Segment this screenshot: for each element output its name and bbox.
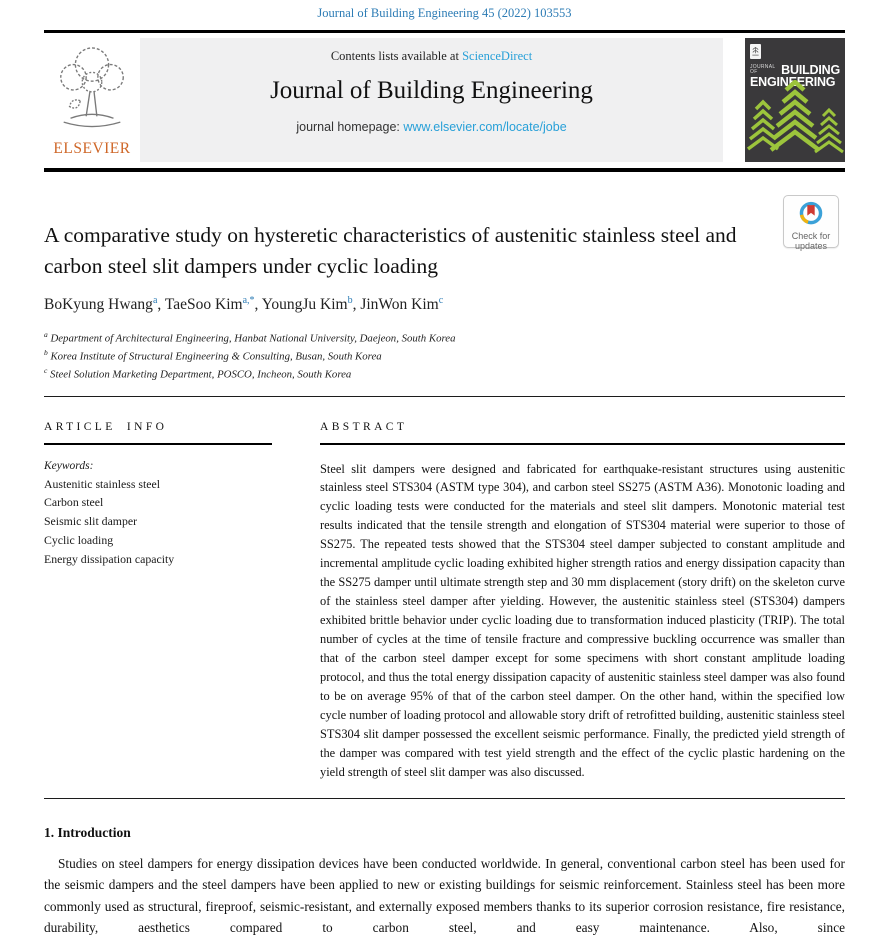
author-name: JinWon Kim <box>360 296 439 313</box>
cover-title-line1: BUILDING <box>781 62 840 77</box>
affiliation-text: Korea Institute of Structural Engineering & Consulting, Busan, South Korea <box>50 350 382 363</box>
badge-label <box>792 231 831 252</box>
abstract-text: Steel slit dampers were designed and fabricated for earthquake-resistant structures using austenitic stainless steel STS304 (ASTM type 304), and carbon steel SS275 (ASTM A36). Monotonic loading and cyclic loading tests were conducted for the materials and steel slit dampers. Monotonic material test results indicated that the tensile strength and elongation of STS304 material were superior to those of SS275. The repeated tests showed that the STS304 steel damper subjected to constant amplitude and incremental amplitude cyclic loading exhibited higher strength ratios and energy dissipation capacity than the SS275 damper until ultimate strength step and 30 mm displacement (story drift) on the skeleton curve of the stainless steel damper after yielding. However, the austenitic stainless steel (STS304) dampers exhibited brittle behavior under cyclic loading due to transformation induced plasticity (TRIP). The total number of cycles at the time of tensile fracture and compressive buckling occurrence was smaller than that of the carbon steel damper except for some specimens with short constant amplitude loading protocol, and thus the total energy dissipation capacity of austenitic stainless steel damper was also found to be on average 95% of that of the carbon steel damper. On the other hand, within the specified low cycle number of loading protocol and allowable story drift of retrofitted building, austenitic stainless steel STS304 slit damper possessed the excellent seismic performance. Finally, the predicted yield strength of the damper was compared with test yield strength and the effect of the cyclic plastic hardening on the yield strength of steel slit damper was also discussed. <box>320 461 845 779</box>
author-sep: , <box>157 296 165 313</box>
homepage-link[interactable]: www.elsevier.com/locate/jobe <box>403 119 567 134</box>
author-name: YoungJu Kim <box>261 296 348 313</box>
author <box>44 296 165 313</box>
author <box>165 296 262 313</box>
contents-prefix: Contents lists available at <box>330 48 459 63</box>
elsevier-wordmark: ELSEVIER <box>53 139 131 157</box>
abstract-heading: ABSTRACT <box>320 421 408 433</box>
homepage-prefix: journal homepage: <box>296 119 400 134</box>
elsevier-logo <box>44 38 140 162</box>
cover-journal-of: JOURNAL OF <box>750 64 776 75</box>
affiliation-text: Steel Solution Marketing Department, POSCO, Incheon, South Korea <box>50 368 352 381</box>
banner-journal-title: Journal of Building Engineering <box>270 76 593 104</box>
paper-title: A comparative study on hysteretic characteristics of austenitic stainless steel and carbon steel slit dampers under cyclic loading <box>44 222 737 278</box>
cover-mini-logo-icon <box>750 44 761 59</box>
article-info-column <box>44 421 272 782</box>
contents-line <box>140 49 723 64</box>
top-rule <box>44 30 845 33</box>
title-row <box>44 195 845 282</box>
author-sep: , <box>254 296 262 313</box>
article-info-rule <box>44 443 272 445</box>
author-sup: b <box>347 294 353 306</box>
journal-banner <box>140 38 723 162</box>
introduction-paragraph: Studies on steel dampers for energy dissipation devices have been conducted worldwide. In general, conventional carbon steel has been used for the seismic dampers and the steel dampers have been applied to new or existing buildings for seismic reinforcement. Stainless steel has been more commonly used as structural, fireproof, seismic-resistant, and externally exposed members thanks to its superior corrosion resistance, fire resistance, durability, aesthetics compared to carbon steel, and easy maintenance. Also, since <box>44 855 845 935</box>
affiliation-sup: b <box>44 348 48 357</box>
keyword-item: Cyclic loading <box>44 533 114 548</box>
info-abstract-section <box>44 421 845 782</box>
abstract-bottom-rule <box>44 798 845 799</box>
author-name: BoKyung Hwang <box>44 296 153 313</box>
author-sep: , <box>352 296 361 313</box>
journal-citation: Journal of Building Engineering 45 (2022) 103553 <box>317 6 572 20</box>
journal-header <box>44 38 845 162</box>
author-sup: c <box>438 294 444 306</box>
abstract-column <box>320 421 845 782</box>
affiliation-text: Department of Architectural Engineering, Hanbat National University, Daejeon, South Korea <box>50 332 456 345</box>
keyword-item: Carbon steel <box>44 495 104 510</box>
keyword-item: Seismic slit damper <box>44 514 138 529</box>
keywords-label: Keywords: <box>44 459 94 472</box>
cover-title-line2: ENGINEERING <box>750 75 836 89</box>
elsevier-tree-icon <box>51 40 133 139</box>
affiliation-item <box>44 365 845 383</box>
badge-label-line2: updates <box>794 240 827 251</box>
affiliations <box>44 329 845 383</box>
homepage-line <box>140 120 723 134</box>
check-updates-badge[interactable] <box>783 195 839 251</box>
introduction-heading: 1. Introduction <box>44 824 131 840</box>
authors-line <box>44 295 845 314</box>
journal-cover-thumbnail <box>745 38 845 162</box>
author-name: TaeSoo Kim <box>164 296 243 313</box>
header-bottom-rule <box>44 168 845 172</box>
author-sup: a,* <box>242 294 255 306</box>
sciencedirect-link[interactable]: ScienceDirect <box>462 48 533 63</box>
affiliation-sup: a <box>44 330 48 339</box>
affiliation-sup: c <box>44 366 48 375</box>
keyword-item: Austenitic stainless steel <box>44 476 160 491</box>
author <box>360 296 443 313</box>
author-sup: a <box>152 294 158 306</box>
badge-label-line1: Check for <box>791 230 831 241</box>
crossmark-icon <box>798 199 824 230</box>
cover-trees-icon <box>745 80 845 160</box>
affiliation-item <box>44 347 845 365</box>
abstract-rule <box>320 443 845 445</box>
affiliation-item <box>44 329 845 347</box>
affiliations-bottom-rule <box>44 396 845 397</box>
author <box>262 296 361 313</box>
keyword-item: Energy dissipation capacity <box>44 552 175 566</box>
article-info-heading: ARTICLE INFO <box>44 421 168 433</box>
